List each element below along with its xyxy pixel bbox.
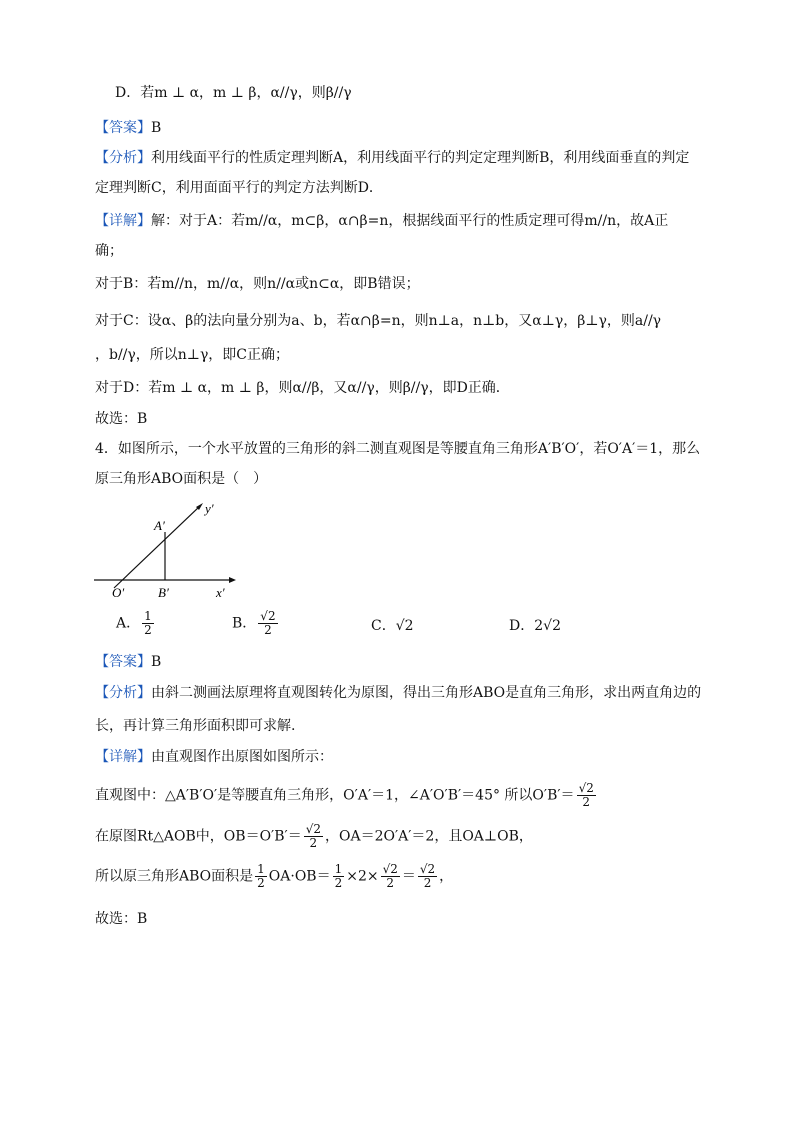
detail-1-line-2: 确； <box>95 243 123 259</box>
analysis-1-line-2: 定理判断C，利用面面平行的判定方法判断D． <box>95 180 383 196</box>
detail-2-line-4-text-b: OA·OB＝ <box>268 868 331 885</box>
fraction-2 <box>333 863 345 890</box>
x-axis-arrow <box>229 577 236 583</box>
choose-2: 故选：B <box>95 911 148 927</box>
detail-2-line-4 <box>95 863 453 890</box>
fraction-numerator: √2 <box>419 862 436 876</box>
fraction-denominator: 2 <box>309 836 318 850</box>
fraction-denominator: 2 <box>257 876 265 890</box>
answer-2 <box>95 652 161 672</box>
detail-2-line-4-text-d: ＝ <box>401 868 416 885</box>
label-x-prime: x′ <box>216 585 225 600</box>
option-d-line: D．若m ⊥ α，m ⊥ β，α//γ，则β//γ <box>115 85 352 101</box>
fraction-numerator: 1 <box>257 862 265 876</box>
fraction-3 <box>381 863 400 890</box>
question-4-line-1: 4．如图所示，一个水平放置的三角形的斜二测直观图是等腰直角三角形A′B′O′，若O′A′＝1，那么 <box>95 441 701 457</box>
fraction-denominator: 2 <box>423 876 432 890</box>
detail-1-line-5: ，b//γ，所以n⊥γ，即C正确； <box>95 347 290 363</box>
option-b[interactable] <box>232 610 280 637</box>
oblique-triangle-figure <box>92 500 242 609</box>
detail-2-line-2 <box>95 782 598 809</box>
option-b-fraction <box>258 610 277 637</box>
detail-text: 解：对于A：若m//α，m⊂β，α∩β=n，根据线面平行的性质定理可得m//n，故A正 <box>151 213 669 229</box>
detail-1-line-4: 对于C：设α、β的法向量分别为a、b，若α∩β=n，则n⊥a，n⊥b，又α⊥γ，β⊥γ，则a//γ <box>95 313 662 329</box>
fraction-1 <box>255 863 267 890</box>
choose-1: 故选：B <box>95 411 148 427</box>
option-b-numerator: √2 <box>260 609 276 623</box>
analysis-2-text: 由斜二测画法原理将直观图转化为原图，得出三角形ABO是直角三角形，求出两直角边的 <box>151 685 702 701</box>
detail-2-line-3 <box>95 823 533 850</box>
option-a-numerator: 1 <box>144 609 152 623</box>
detail-2-line-2-fraction <box>577 782 596 809</box>
analysis-2-line-1 <box>95 683 701 703</box>
analysis-2-line-2: 长，再计算三角形面积即可求解. <box>95 718 296 734</box>
detail-1-line-3: 对于B：若m//n，m//α，则n//α或n⊂α，即B错误； <box>95 276 420 292</box>
answer-value-2: B <box>151 654 162 670</box>
analysis-tag-2: 【分析】 <box>95 685 151 701</box>
option-c-value: √2 <box>395 618 414 634</box>
question-4-line-2: 原三角形ABO面积是（ ） <box>95 471 268 487</box>
fraction-denominator: 2 <box>386 876 395 890</box>
detail-1-line-6: 对于D：若m ⊥ α，m ⊥ β，则α//β，又α//γ，则β//γ，即D正确． <box>95 380 510 396</box>
detail-2-line-4-text-c: ×2× <box>346 868 379 885</box>
answer-tag: 【答案】 <box>95 120 151 136</box>
detail-2-line-2-text: 直观图中：△A′B′O′是等腰直角三角形，O′A′＝1，∠A′O′B′＝45° 所以O′B′＝ <box>95 787 575 804</box>
answer-1 <box>95 118 161 138</box>
fraction-denominator: 2 <box>334 876 343 890</box>
fraction-numerator: √2 <box>578 781 594 795</box>
figure-svg <box>92 500 242 605</box>
analysis-1-line-1 <box>95 148 689 168</box>
option-c-label: C． <box>371 618 396 634</box>
analysis-text: 利用线面平行的性质定理判断A，利用线面平行的判定定理判断B，利用线面垂直的判定 <box>151 150 690 166</box>
option-a[interactable] <box>116 610 156 637</box>
fraction-4 <box>418 863 437 890</box>
option-d[interactable] <box>509 615 561 635</box>
label-b-prime: B′ <box>158 585 169 600</box>
detail-tag: 【详解】 <box>95 213 151 229</box>
label-y-prime: y′ <box>205 501 214 516</box>
detail-2-line-4-text-e: ， <box>439 868 454 885</box>
fraction-numerator: 1 <box>334 862 343 876</box>
option-d-label: D． <box>509 618 535 634</box>
answer-tag-2: 【答案】 <box>95 654 151 670</box>
option-d-value: 2√2 <box>534 618 561 634</box>
detail-1-line-1 <box>95 211 668 231</box>
option-c[interactable] <box>371 615 414 635</box>
detail-2-line-3-text-a: 在原图Rt△AOB中，OB＝O′B′＝ <box>95 828 302 845</box>
option-a-fraction <box>142 610 154 637</box>
option-b-denominator: 2 <box>264 623 272 637</box>
fraction-numerator: √2 <box>382 862 398 876</box>
detail-2-line-3-fraction <box>304 823 323 850</box>
option-a-label: A． <box>116 615 141 632</box>
analysis-tag: 【分析】 <box>95 150 151 166</box>
detail-2-line-3-text-b: ，OA＝2O′A′＝2，且OA⊥OB， <box>324 828 533 845</box>
option-b-label: B． <box>232 615 257 632</box>
detail-2-line-1 <box>95 747 333 767</box>
answer-value: B <box>151 120 162 136</box>
detail-tag-2: 【详解】 <box>95 749 151 765</box>
option-a-denominator: 2 <box>144 623 152 637</box>
fraction-numerator: √2 <box>305 822 321 836</box>
detail-2-text: 由直观图作出原图如图所示： <box>151 749 333 765</box>
fraction-denominator: 2 <box>582 795 591 809</box>
detail-2-line-4-text-a: 所以原三角形ABO面积是 <box>95 868 254 885</box>
label-o-prime: O′ <box>112 585 125 600</box>
label-a-prime: A′ <box>154 518 165 533</box>
